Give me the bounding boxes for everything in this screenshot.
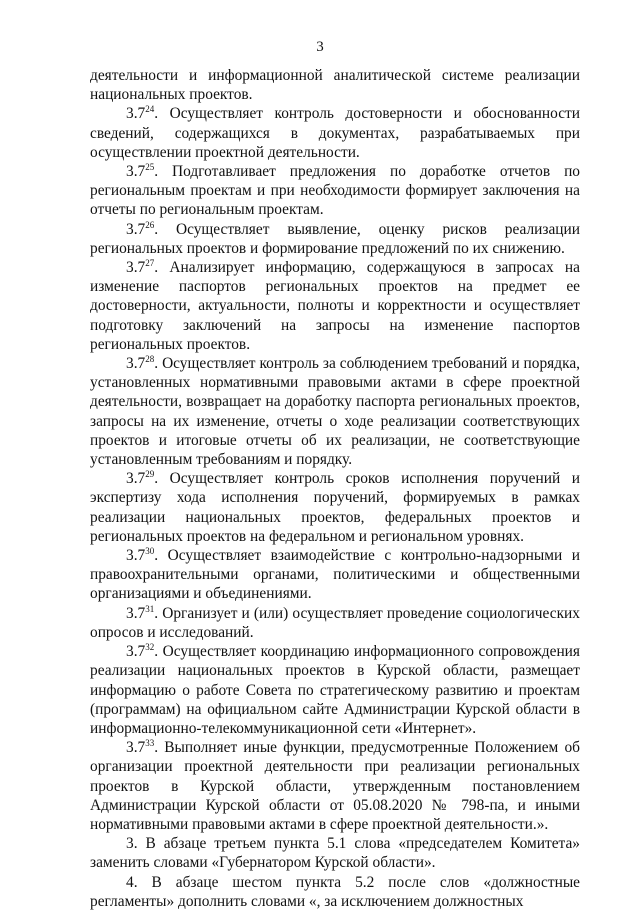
clause-superscript: 28 xyxy=(145,353,155,364)
page-number: 3 xyxy=(316,39,324,55)
paragraph-text: . Осуществляет контроль за соблюдением требований и порядка, установленных нормативными правовыми актами в сфере проектной деятельности, возвращает на доработку паспорта региональных проектов, запросы на их изменение, отчеты о ходе реализации соответствующих проектов и итоговые отчеты об их реализации, не соответствующие установленным требованиям и порядку. xyxy=(90,355,580,469)
paragraph-text: . Анализирует информацию, содержащуюся в запросах на изменение паспортов региональных проектов на предмет ее достоверности, актуальности, полноты и корректности и осуществляет подготовку заключений на запросы на изменение паспортов региональных проектов. xyxy=(90,259,580,353)
clause-superscript: 27 xyxy=(145,257,155,268)
paragraph xyxy=(90,66,580,104)
paragraph xyxy=(90,258,580,354)
clause-number: 3.7 xyxy=(126,604,146,622)
paragraph-text: . Выполняет иные функции, предусмотренные Положением об организации проектной деятельности при реализации региональных проектов в Курской области, утвержденным постановлением Администрации Курской области от 05.08.2020 № 798-па, и иными нормативными правовыми актами в сфере проектной деятельности.». xyxy=(90,739,580,833)
paragraph xyxy=(90,642,580,738)
paragraph xyxy=(90,873,580,911)
paragraph-text: . Осуществляет контроль достоверности и обоснованности сведений, содержащихся в документах, разрабатываемых при осуществлении проектной деятельности. xyxy=(90,105,580,161)
paragraph xyxy=(90,834,580,872)
paragraph-text: 3. В абзаце третьем пункта 5.1 слова «председателем Комитета» заменить словами «Губернатором Курской области». xyxy=(90,835,580,872)
clause-number: 3.7 xyxy=(126,470,146,488)
clause-superscript: 32 xyxy=(145,641,155,652)
paragraph xyxy=(90,738,580,834)
clause-superscript: 26 xyxy=(145,219,155,230)
paragraph-text: деятельности и информационной аналитической системе реализации национальных проектов. xyxy=(90,67,580,104)
paragraph-text: . Организует и (или) осуществляет проведение социологических опросов и исследований. xyxy=(90,604,580,641)
paragraph-text: . Осуществляет контроль сроков исполнения поручений и экспертизу хода исполнения поручений, формируемых в рамках реализации национальных проектов, федеральных проектов и региональных проектов на федеральном и региональном уровнях. xyxy=(90,470,580,545)
paragraph xyxy=(90,162,580,220)
clause-superscript: 29 xyxy=(145,469,155,480)
paragraph xyxy=(90,104,580,162)
clause-superscript: 33 xyxy=(145,737,155,748)
paragraph xyxy=(90,546,580,604)
paragraph-text: . Осуществляет взаимодействие с контрольно-надзорными и правоохранительными органами, политическими и общественными организациями и объединениями. xyxy=(90,547,580,603)
clause-number: 3.7 xyxy=(126,547,146,565)
clause-superscript: 31 xyxy=(145,603,155,614)
clause-superscript: 25 xyxy=(145,161,155,172)
paragraph-text: . Подготавливает предложения по доработке отчетов по региональным проектам и при необходимости формирует заключения на отчеты по региональным проектам. xyxy=(90,163,580,219)
clause-superscript: 24 xyxy=(145,104,155,115)
paragraph xyxy=(90,469,580,546)
document-body xyxy=(90,66,580,911)
paragraph xyxy=(90,604,580,642)
paragraph-text: . Осуществляет координацию информационного сопровождения реализации национальных проектов в Курской области, размещает информацию о работе Совета по стратегическому развитию и проектам (программам) на официальном сайте Администрации Курской области в информационно-телекоммуникационной сети «Интернет». xyxy=(90,643,580,737)
paragraph-text: 4. В абзаце шестом пункта 5.2 после слов «должностные регламенты» дополнить словами «, за исключением должностных xyxy=(90,873,580,910)
clause-number: 3.7 xyxy=(126,355,146,373)
paragraph xyxy=(90,354,580,469)
clause-number: 3.7 xyxy=(126,163,146,181)
clause-number: 3.7 xyxy=(126,220,146,238)
clause-number: 3.7 xyxy=(126,259,146,277)
clause-number: 3.7 xyxy=(126,643,146,661)
paragraph-text: . Осуществляет выявление, оценку рисков реализации региональных проектов и формирование предложений по их снижению. xyxy=(90,220,580,257)
clause-number: 3.7 xyxy=(126,105,146,123)
clause-superscript: 30 xyxy=(145,545,155,556)
paragraph xyxy=(90,220,580,258)
clause-number: 3.7 xyxy=(126,739,146,757)
